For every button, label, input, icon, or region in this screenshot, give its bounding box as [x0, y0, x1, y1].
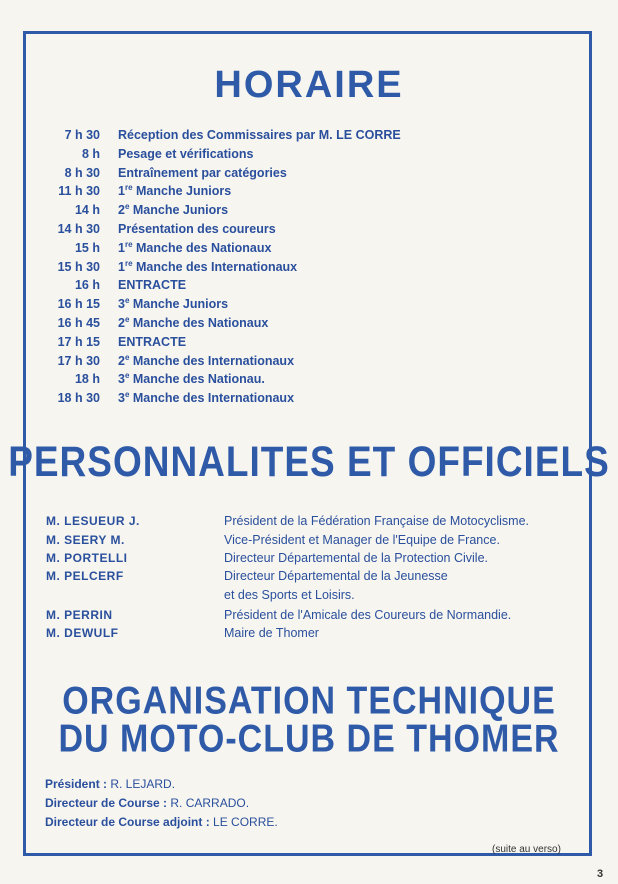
schedule-event: 1re Manche des Internationaux	[118, 258, 298, 274]
official-role: Directeur Départemental de la Protection Civile.	[224, 551, 489, 565]
organisation-label: Directeur de Course adjoint :	[45, 815, 210, 829]
schedule-time: 17 h 30	[57, 353, 100, 368]
schedule-time: 16 h 15	[57, 297, 100, 312]
schedule-event: 2e Manche des Nationaux	[118, 314, 269, 330]
schedule-event: Présentation des coureurs	[118, 222, 276, 236]
official-name: M. DEWULF	[46, 626, 119, 640]
personnalites-title: PERSONNALITES ET OFFICIELS	[8, 437, 610, 485]
official-role: et des Sports et Loisirs.	[224, 588, 355, 602]
official-role: Directeur Départemental de la Jeunesse	[224, 569, 448, 583]
official-role: Président de la Fédération Française de Motocyclisme.	[224, 514, 530, 528]
official-name: M. PELCERF	[46, 569, 124, 583]
schedule-event: 2e Manche Juniors	[118, 202, 229, 218]
schedule-time: 18 h 30	[57, 391, 100, 406]
schedule-event: ENTRACTE	[118, 334, 187, 349]
organisation-title-line2: DU MOTO-CLUB DE THOMER	[58, 717, 560, 761]
schedule-event: Pesage et vérifications	[118, 146, 254, 161]
schedule-event: Réception des Commissaires par M. LE CORRE	[118, 128, 401, 142]
schedule-event: 3e Manche Juniors	[118, 296, 229, 312]
schedule-time: 16 h	[74, 278, 100, 293]
official-role: Président de l'Amicale des Coureurs de Normandie.	[224, 608, 512, 622]
organisation-line	[45, 777, 175, 791]
schedule-time: 14 h 30	[57, 222, 100, 236]
schedule-time: 18 h	[74, 372, 100, 387]
schedule-time: 11 h 30	[58, 184, 100, 199]
organisation-title-line1: ORGANISATION TECHNIQUE	[62, 679, 556, 723]
schedule-event: 3e Manche des Internationaux	[118, 390, 295, 406]
official-name: M. PORTELLI	[46, 551, 128, 565]
page-number: 3	[597, 868, 604, 880]
schedule-time: 7 h 30	[64, 128, 100, 142]
organisation-value: LE CORRE.	[209, 815, 278, 829]
horaire-title: HORAIRE	[214, 64, 404, 106]
organisation-line	[45, 815, 278, 829]
schedule-event: Entraînement par catégories	[118, 165, 287, 180]
suite-note: (suite au verso)	[492, 844, 561, 855]
official-name: M. PERRIN	[46, 608, 113, 622]
official-name: M. LESUEUR J.	[46, 514, 140, 528]
organisation-label: Président :	[45, 777, 108, 791]
official-name: M. SEERY M.	[46, 533, 125, 547]
schedule-time: 8 h	[81, 146, 100, 161]
schedule-time: 16 h 45	[57, 316, 100, 330]
schedule-event: 1re Manche Juniors	[118, 183, 232, 199]
official-role: Maire de Thomer	[224, 626, 319, 640]
schedule-time: 15 h	[74, 240, 100, 255]
organisation-label: Directeur de Course :	[45, 796, 168, 810]
official-role: Vice-Président et Manager de l'Equipe de France.	[224, 533, 500, 547]
schedule-event: 3e Manche des Nationau.	[118, 371, 265, 387]
schedule-time: 14 h	[74, 203, 100, 218]
schedule-time: 15 h 30	[57, 259, 100, 274]
schedule-event: ENTRACTE	[118, 278, 187, 293]
organisation-value: R. CARRADO.	[167, 796, 250, 810]
schedule-event: 1re Manche des Nationaux	[118, 239, 272, 255]
schedule-time: 8 h 30	[64, 165, 100, 180]
organisation-value: R. LEJARD.	[107, 777, 176, 791]
schedule-event: 2e Manche des Internationaux	[118, 352, 295, 368]
organisation-line	[45, 796, 249, 810]
schedule-time: 17 h 15	[57, 334, 100, 349]
